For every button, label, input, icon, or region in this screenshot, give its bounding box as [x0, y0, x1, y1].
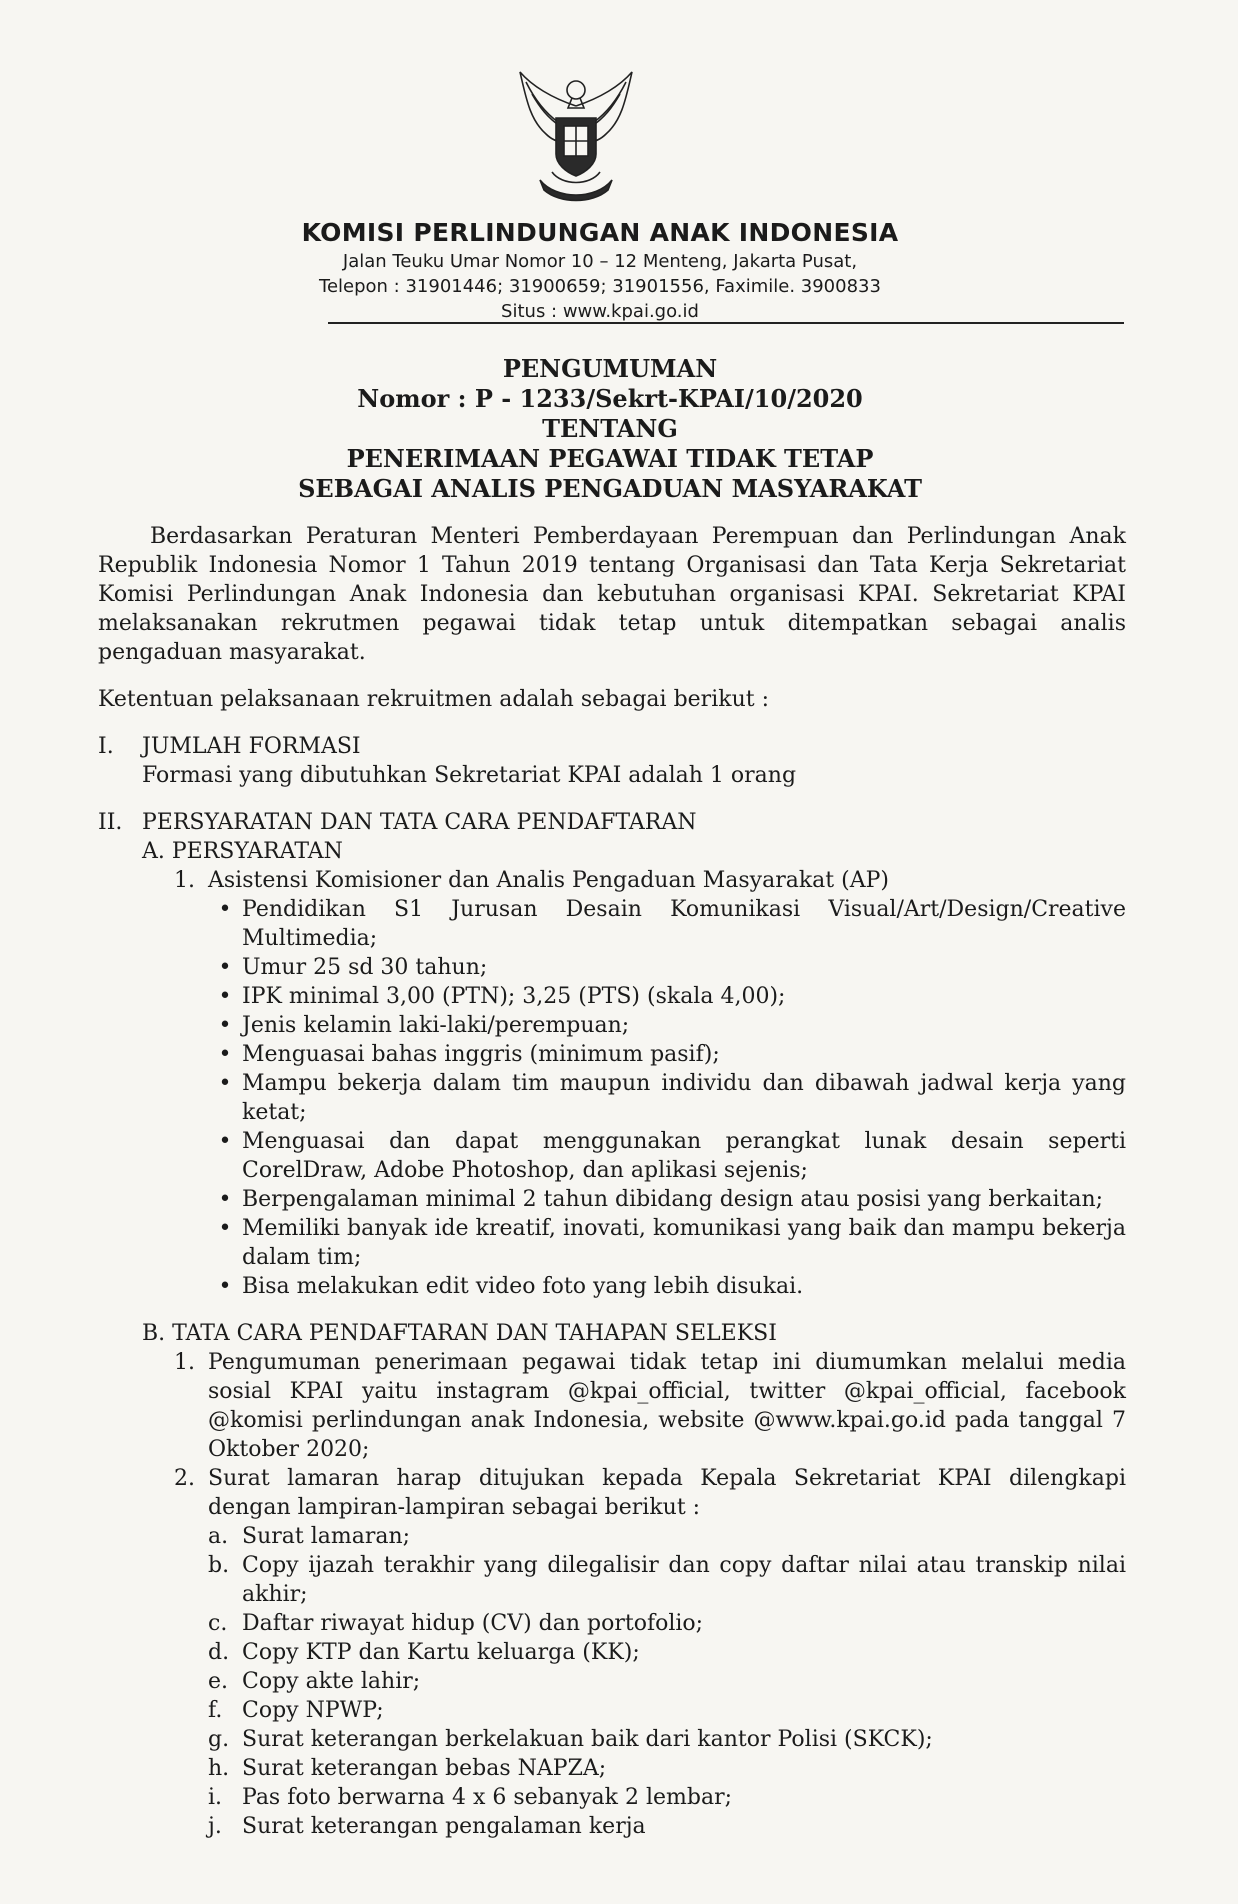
section-number: I. [98, 734, 114, 759]
item-letter: g. [208, 1727, 230, 1752]
title-line-4: PENERIMAAN PEGAWAI TIDAK TETAP [346, 444, 874, 473]
bullet-item [208, 1011, 1126, 1040]
attachment-item [208, 1638, 1126, 1667]
bullet-text: Berpengalaman minimal 2 tahun dibidang design atau posisi yang berkaitan; [242, 1187, 1104, 1212]
attachment-item [208, 1812, 1126, 1841]
bullet-icon: • [218, 955, 232, 980]
bullet-text: Umur 25 sd 30 tahun; [242, 955, 488, 980]
attachment-text: Copy akte lahir; [242, 1669, 421, 1694]
item-letter: j. [208, 1814, 222, 1839]
section-1 [98, 732, 1126, 790]
attachments-list [174, 1522, 1126, 1841]
item-letter: f. [208, 1698, 223, 1723]
garuda-emblem-icon [512, 68, 640, 208]
attachment-text: Copy KTP dan Kartu keluarga (KK); [242, 1640, 640, 1665]
attachment-item [208, 1783, 1126, 1812]
attachment-item [208, 1551, 1126, 1609]
section-number: II. [98, 810, 123, 835]
ketentuan-paragraph: Ketentuan pelaksanaan rekruitmen adalah sebagai berikut : [98, 687, 769, 712]
bullet-text: Bisa melakukan edit video foto yang lebih disukai. [242, 1274, 804, 1299]
bullet-text: Jenis kelamin laki-laki/perempuan; [242, 1013, 630, 1038]
bullet-text: Menguasai dan dapat menggunakan perangkat lunak desain seperti CorelDraw, Adobe Photoshop, dan aplikasi sejenis; [242, 1129, 1126, 1183]
attachment-item [208, 1609, 1126, 1638]
bullet-text: Menguasai bahas inggris (minimum pasif); [242, 1042, 720, 1067]
bullet-item [208, 953, 1126, 982]
bullet-icon: • [218, 1071, 232, 1096]
title-line-1: PENGUMUMAN [502, 354, 718, 383]
address: Jalan Teuku Umar Nomor 10 – 12 Menteng, Jakarta Pusat, [342, 251, 858, 272]
list-item [174, 866, 1126, 895]
item-text: Asistensi Komisioner dan Analis Pengaduan Masyarakat (AP) [208, 868, 889, 893]
subsection-heading: A. PERSYARATAN [142, 839, 343, 864]
bullet-text: IPK minimal 3,00 (PTN); 3,25 (PTS) (skala 4,00); [242, 984, 786, 1009]
subsection-b [98, 1319, 1126, 1841]
attachment-item [208, 1667, 1126, 1696]
title-line-5: SEBAGAI ANALIS PENGADUAN MASYARAKAT [298, 474, 922, 503]
bullet-item [208, 1185, 1126, 1214]
bullet-item [208, 1069, 1126, 1127]
item-letter: b. [208, 1553, 230, 1578]
bullet-icon: • [218, 1129, 232, 1154]
organization-name: KOMISI PERLINDUNGAN ANAK INDONESIA [301, 218, 899, 247]
letterhead-divider [328, 322, 1124, 324]
bullet-item [208, 1127, 1126, 1185]
subsection-a [98, 837, 1126, 1301]
item-number: 1. [174, 1350, 195, 1375]
subsection-heading: B. TATA CARA PENDAFTARAN DAN TAHAPAN SELEKSI [142, 1321, 777, 1346]
website: Situs : www.kpai.go.id [501, 301, 699, 322]
title-line-3: TENTANG [542, 414, 678, 443]
attachment-text: Pas foto berwarna 4 x 6 sebanyak 2 lembar; [242, 1785, 733, 1810]
item-number: 2. [174, 1466, 195, 1491]
attachment-text: Surat keterangan berkelakuan baik dari kantor Polisi (SKCK); [242, 1727, 933, 1752]
bullet-icon: • [218, 984, 232, 1009]
list-item [174, 1348, 1126, 1464]
bullet-icon: • [218, 897, 232, 922]
item-letter: h. [208, 1756, 230, 1781]
intro-paragraph: Berdasarkan Peraturan Menteri Pemberdayaan Perempuan dan Perlindungan Anak Republik Indonesia Nomor 1 Tahun 2019 tentang Organisasi dan Tata Kerja Sekretariat Komisi Perlindungan Anak Indonesia dan kebutuhan organisasi KPAI. Sekretariat KPAI melaksanakan rekrutmen pegawai tidak tetap untuk ditempatkan sebagai analis pengaduan masyarakat. [98, 524, 1126, 665]
bullet-icon: • [218, 1187, 232, 1212]
item-letter: i. [208, 1785, 223, 1810]
bullet-icon: • [218, 1274, 232, 1299]
section-text: Formasi yang dibutuhkan Sekretariat KPAI adalah 1 orang [142, 763, 797, 788]
bullet-item [208, 1272, 1126, 1301]
bullet-icon: • [218, 1013, 232, 1038]
bullet-text: Memiliki banyak ide kreatif, inovati, komunikasi yang baik dan mampu bekerja dalam tim; [242, 1216, 1126, 1270]
item-text: Pengumuman penerimaan pegawai tidak tetap ini diumumkan melalui media sosial KPAI yaitu instagram @kpai_official, twitter @kpai_official, facebook @komisi perlindungan anak Indonesia, website @www.kpai.go.id pada tanggal 7 Oktober 2020; [208, 1350, 1126, 1462]
section-heading: JUMLAH FORMASI [142, 734, 361, 759]
bullet-text: Mampu bekerja dalam tim maupun individu dan dibawah jadwal kerja yang ketat; [242, 1071, 1126, 1125]
attachment-item [208, 1696, 1126, 1725]
section-2 [98, 808, 1126, 837]
requirements-bullet-list [174, 895, 1126, 1301]
attachment-text: Surat lamaran; [242, 1524, 411, 1549]
item-letter: d. [208, 1640, 230, 1665]
title-number: Nomor : P - 1233/Sekrt-KPAI/10/2020 [357, 384, 863, 413]
section-heading: PERSYARATAN DAN TATA CARA PENDAFTARAN [142, 810, 697, 835]
attachment-text: Copy NPWP; [242, 1698, 384, 1723]
document-body [98, 522, 1126, 1841]
attachment-text: Copy ijazah terakhir yang dilegalisir dan copy daftar nilai atau transkip nilai akhir; [242, 1553, 1126, 1607]
attachment-item [208, 1754, 1126, 1783]
item-letter: c. [208, 1611, 228, 1636]
bullet-icon: • [218, 1216, 232, 1241]
item-text: Surat lamaran harap ditujukan kepada Kepala Sekretariat KPAI dilengkapi dengan lampiran-lampiran sebagai berikut : [208, 1466, 1126, 1520]
attachment-text: Surat keterangan pengalaman kerja [242, 1814, 646, 1839]
bullet-text: Pendidikan S1 Jurusan Desain Komunikasi Visual/Art/Design/Creative Multimedia; [242, 897, 1126, 951]
bullet-item [208, 1040, 1126, 1069]
attachment-text: Surat keterangan bebas NAPZA; [242, 1756, 607, 1781]
attachment-item [208, 1522, 1126, 1551]
letterhead [290, 218, 910, 324]
item-number: 1. [174, 868, 195, 893]
phone-fax: Telepon : 31901446; 31900659; 31901556, Faximile. 3900833 [319, 276, 881, 297]
announcement-title [240, 354, 980, 504]
item-letter: e. [208, 1669, 229, 1694]
bullet-icon: • [218, 1042, 232, 1067]
attachment-text: Daftar riwayat hidup (CV) dan portofolio; [242, 1611, 704, 1636]
bullet-item [208, 982, 1126, 1011]
bullet-item [208, 895, 1126, 953]
attachment-item [208, 1725, 1126, 1754]
item-letter: a. [208, 1524, 229, 1549]
list-item [174, 1464, 1126, 1522]
bullet-item [208, 1214, 1126, 1272]
